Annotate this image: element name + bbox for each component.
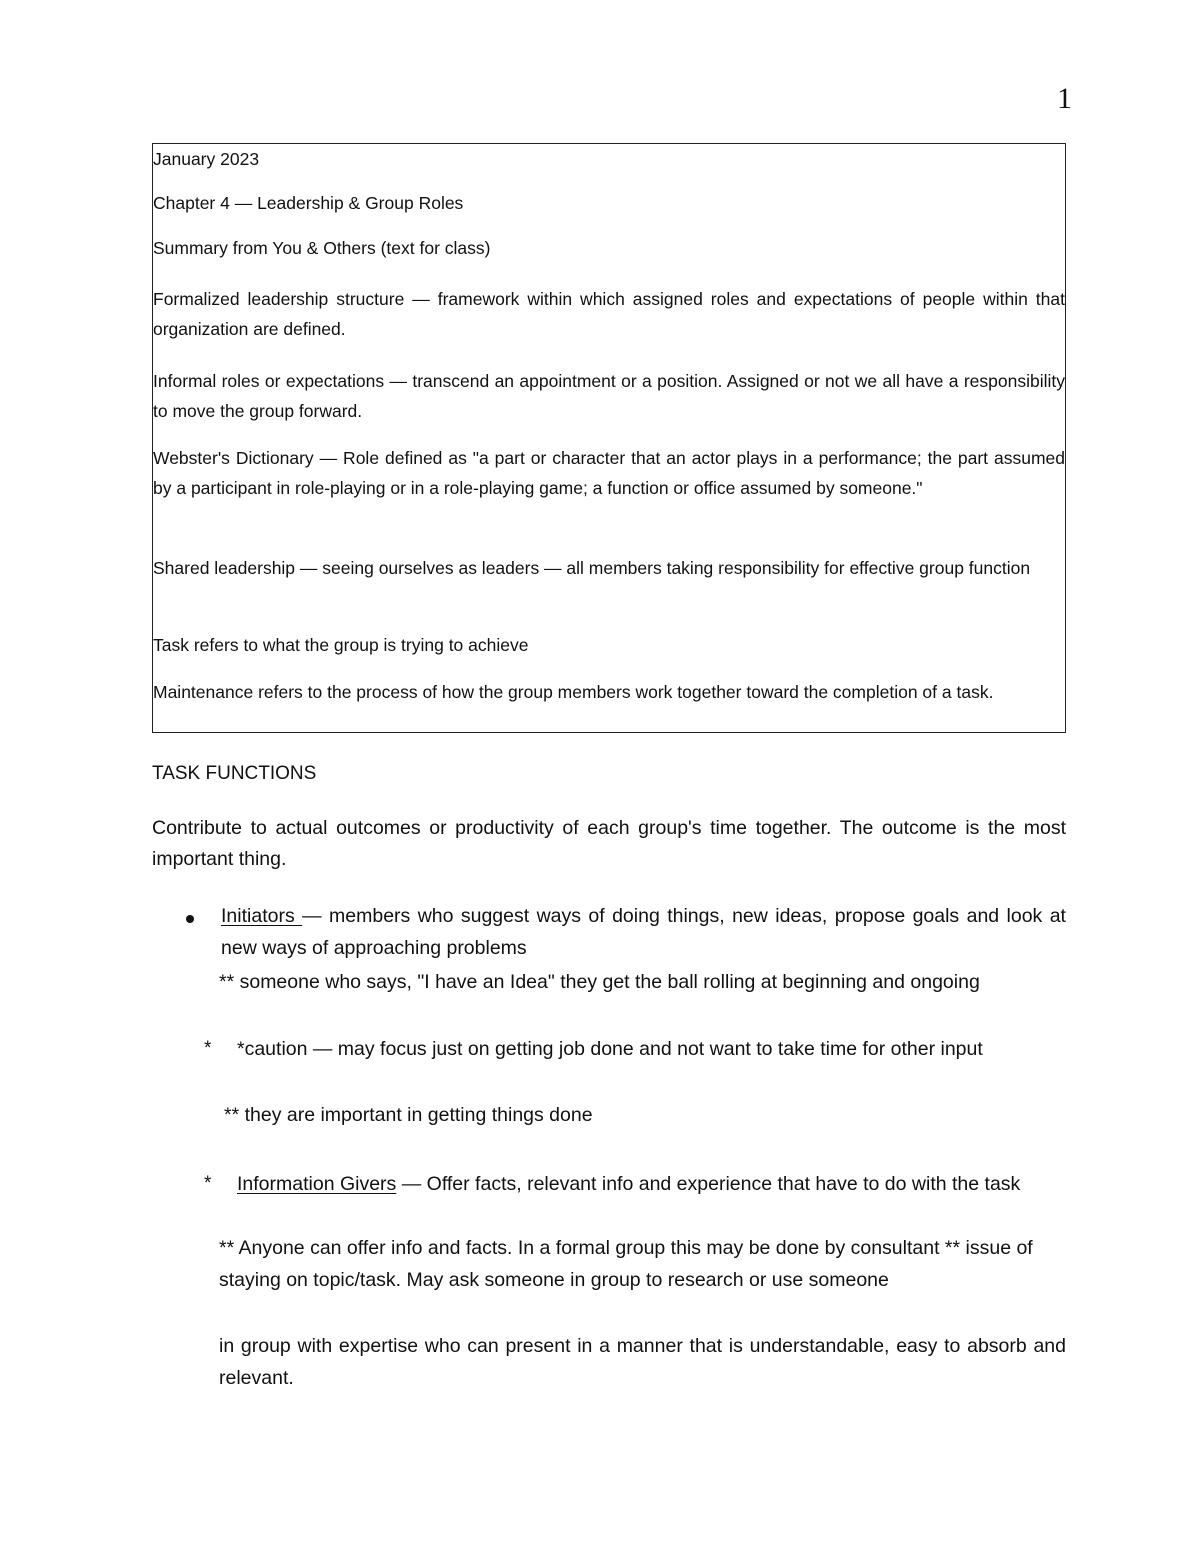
summary-shared-leadership: Shared leadership — seeing ourselves as leaders — all members taking responsibility for effective group function: [153, 558, 1031, 578]
chapter-summary-box: [152, 143, 1066, 733]
task-functions-heading: TASK FUNCTIONS: [152, 763, 317, 784]
initiators-term: Initiators: [221, 905, 303, 927]
information-givers-marker: *: [204, 1173, 212, 1194]
initiators-description: — members who suggest ways of doing things, new ideas, propose goals and look at new ways of approaching problems: [221, 905, 1066, 959]
caution-marker: *: [204, 1038, 212, 1059]
summary-webster-definition: Webster's Dictionary — Role defined as "a part or character that an actor plays in a performance; the part assumed by a participant in role-playing or in a role-playing game; a function or office assumed by someone.": [153, 448, 1065, 498]
information-givers-definition: [237, 1168, 1066, 1200]
summary-chapter-title: Chapter 4 — Leadership & Group Roles: [153, 193, 464, 213]
initiators-note-important: ** they are important in getting things done: [224, 1104, 593, 1126]
information-givers-term: Information Givers: [237, 1173, 397, 1195]
summary-maintenance-definition: Maintenance refers to the process of how the group members work together toward the completion of a task.: [153, 682, 994, 702]
information-givers-description: — Offer facts, relevant info and experience that have to do with the task: [396, 1173, 1021, 1195]
information-givers-note-facts: ** Anyone can offer info and facts. In a formal group this may be done by consultant ** issue of staying on topic/task. May ask someone in group to research or use someone: [219, 1237, 1033, 1291]
summary-task-definition: Task refers to what the group is trying to achieve: [153, 635, 529, 655]
task-functions-intro: Contribute to actual outcomes or productivity of each group's time together. The outcome is the most important thing.: [152, 817, 1066, 870]
summary-formalized-leadership: Formalized leadership structure — framework within which assigned roles and expectations of people within that organization are defined.: [153, 289, 1065, 339]
information-givers-note-expertise: in group with expertise who can present in a manner that is understandable, easy to absorb and relevant.: [219, 1335, 1066, 1389]
page-number: 1: [1057, 82, 1072, 115]
bullet-dot-icon: [186, 915, 194, 923]
summary-source: Summary from You & Others (text for class): [153, 238, 491, 258]
initiators-note-idea: ** someone who says, "I have an Idea" they get the ball rolling at beginning and ongoing: [219, 971, 980, 993]
initiators-definition: [221, 900, 1066, 964]
initiators-caution: *caution — may focus just on getting job done and not want to take time for other input: [237, 1038, 983, 1060]
summary-date: January 2023: [153, 149, 260, 169]
summary-informal-roles: Informal roles or expectations — transcend an appointment or a position. Assigned or not we all have a responsibility to move the group forward.: [153, 371, 1065, 421]
